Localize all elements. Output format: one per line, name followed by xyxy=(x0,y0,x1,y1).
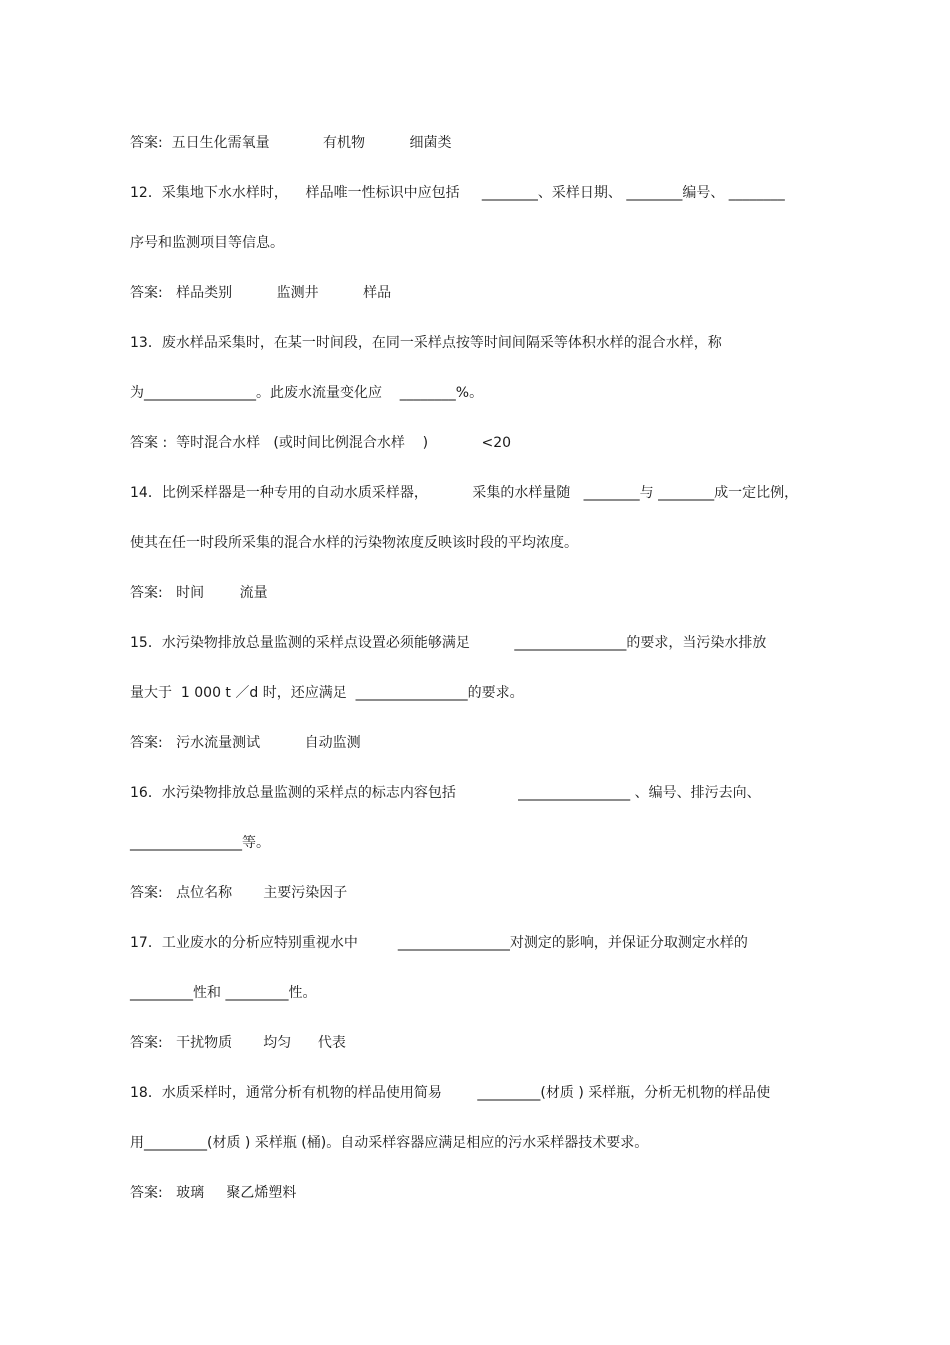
answer-line-12: 答案: 样品类别 监测井 样品 xyxy=(130,285,392,301)
question-13-line-2: 为________________。此废水流量变化应 ________%。 xyxy=(130,385,484,401)
question-18-line-1: 18．水质采样时，通常分析有机物的样品使用简易 _________(材质 ) 采样瓶，分析无机物的样品使 xyxy=(130,1085,771,1101)
question-15-line-1: 15．水污染物排放总量监测的采样点设置必须能够满足 ________________的要求，当污染水排放 xyxy=(130,635,767,651)
answer-line-14: 答案: 时间 流量 xyxy=(130,585,268,601)
answer-line-18: 答案: 玻璃 聚乙烯塑料 xyxy=(130,1185,297,1201)
question-18-line-2: 用_________(材质 ) 采样瓶 (桶)。自动采样容器应满足相应的污水采样器技术要求。 xyxy=(130,1135,649,1151)
question-16-line-1: 16．水污染物排放总量监测的采样点的标志内容包括 ________________ 、编号、排污去向、 xyxy=(130,785,761,801)
question-15-line-2: 量大于 1 000 t ／d 时，还应满足 ________________的要求。 xyxy=(130,685,524,701)
answer-line-13: 答案 : 等时混合水样 (或时间比例混合水样 ) <20 xyxy=(130,435,512,451)
question-17-line-2: _________性和 _________性。 xyxy=(130,985,317,1001)
question-12-line-1: 12．采集地下水水样时， 样品唯一性标识中应包括 ________、采样日期、 ________编号、 ________ xyxy=(130,185,785,201)
question-14-line-2: 使其在任一时段所采集的混合水样的污染物浓度反映该时段的平均浓度。 xyxy=(130,535,578,551)
answer-line-15: 答案: 污水流量测试 自动监测 xyxy=(130,735,361,751)
question-14-line-1: 14．比例采样器是一种专用的自动水质采样器， 采集的水样量随 ________与 ________成一定比例， xyxy=(130,485,799,501)
question-12-line-2: 序号和监测项目等信息。 xyxy=(130,235,284,251)
question-17-line-1: 17．工业废水的分析应特别重视水中 ________________对测定的影响，并保证分取测定水样的 xyxy=(130,935,748,951)
answer-line-17: 答案: 干扰物质 均匀 代表 xyxy=(130,1035,346,1051)
question-13-line-1: 13．废水样品采集时，在某一时间段，在同一采样点按等时间间隔采等体积水样的混合水样，称 xyxy=(130,335,722,351)
question-16-line-2: ________________等。 xyxy=(130,835,270,851)
answer-line-11: 答案: 五日生化需氧量 有机物 细菌类 xyxy=(130,135,452,151)
answer-line-16: 答案: 点位名称 主要污染因子 xyxy=(130,885,348,901)
